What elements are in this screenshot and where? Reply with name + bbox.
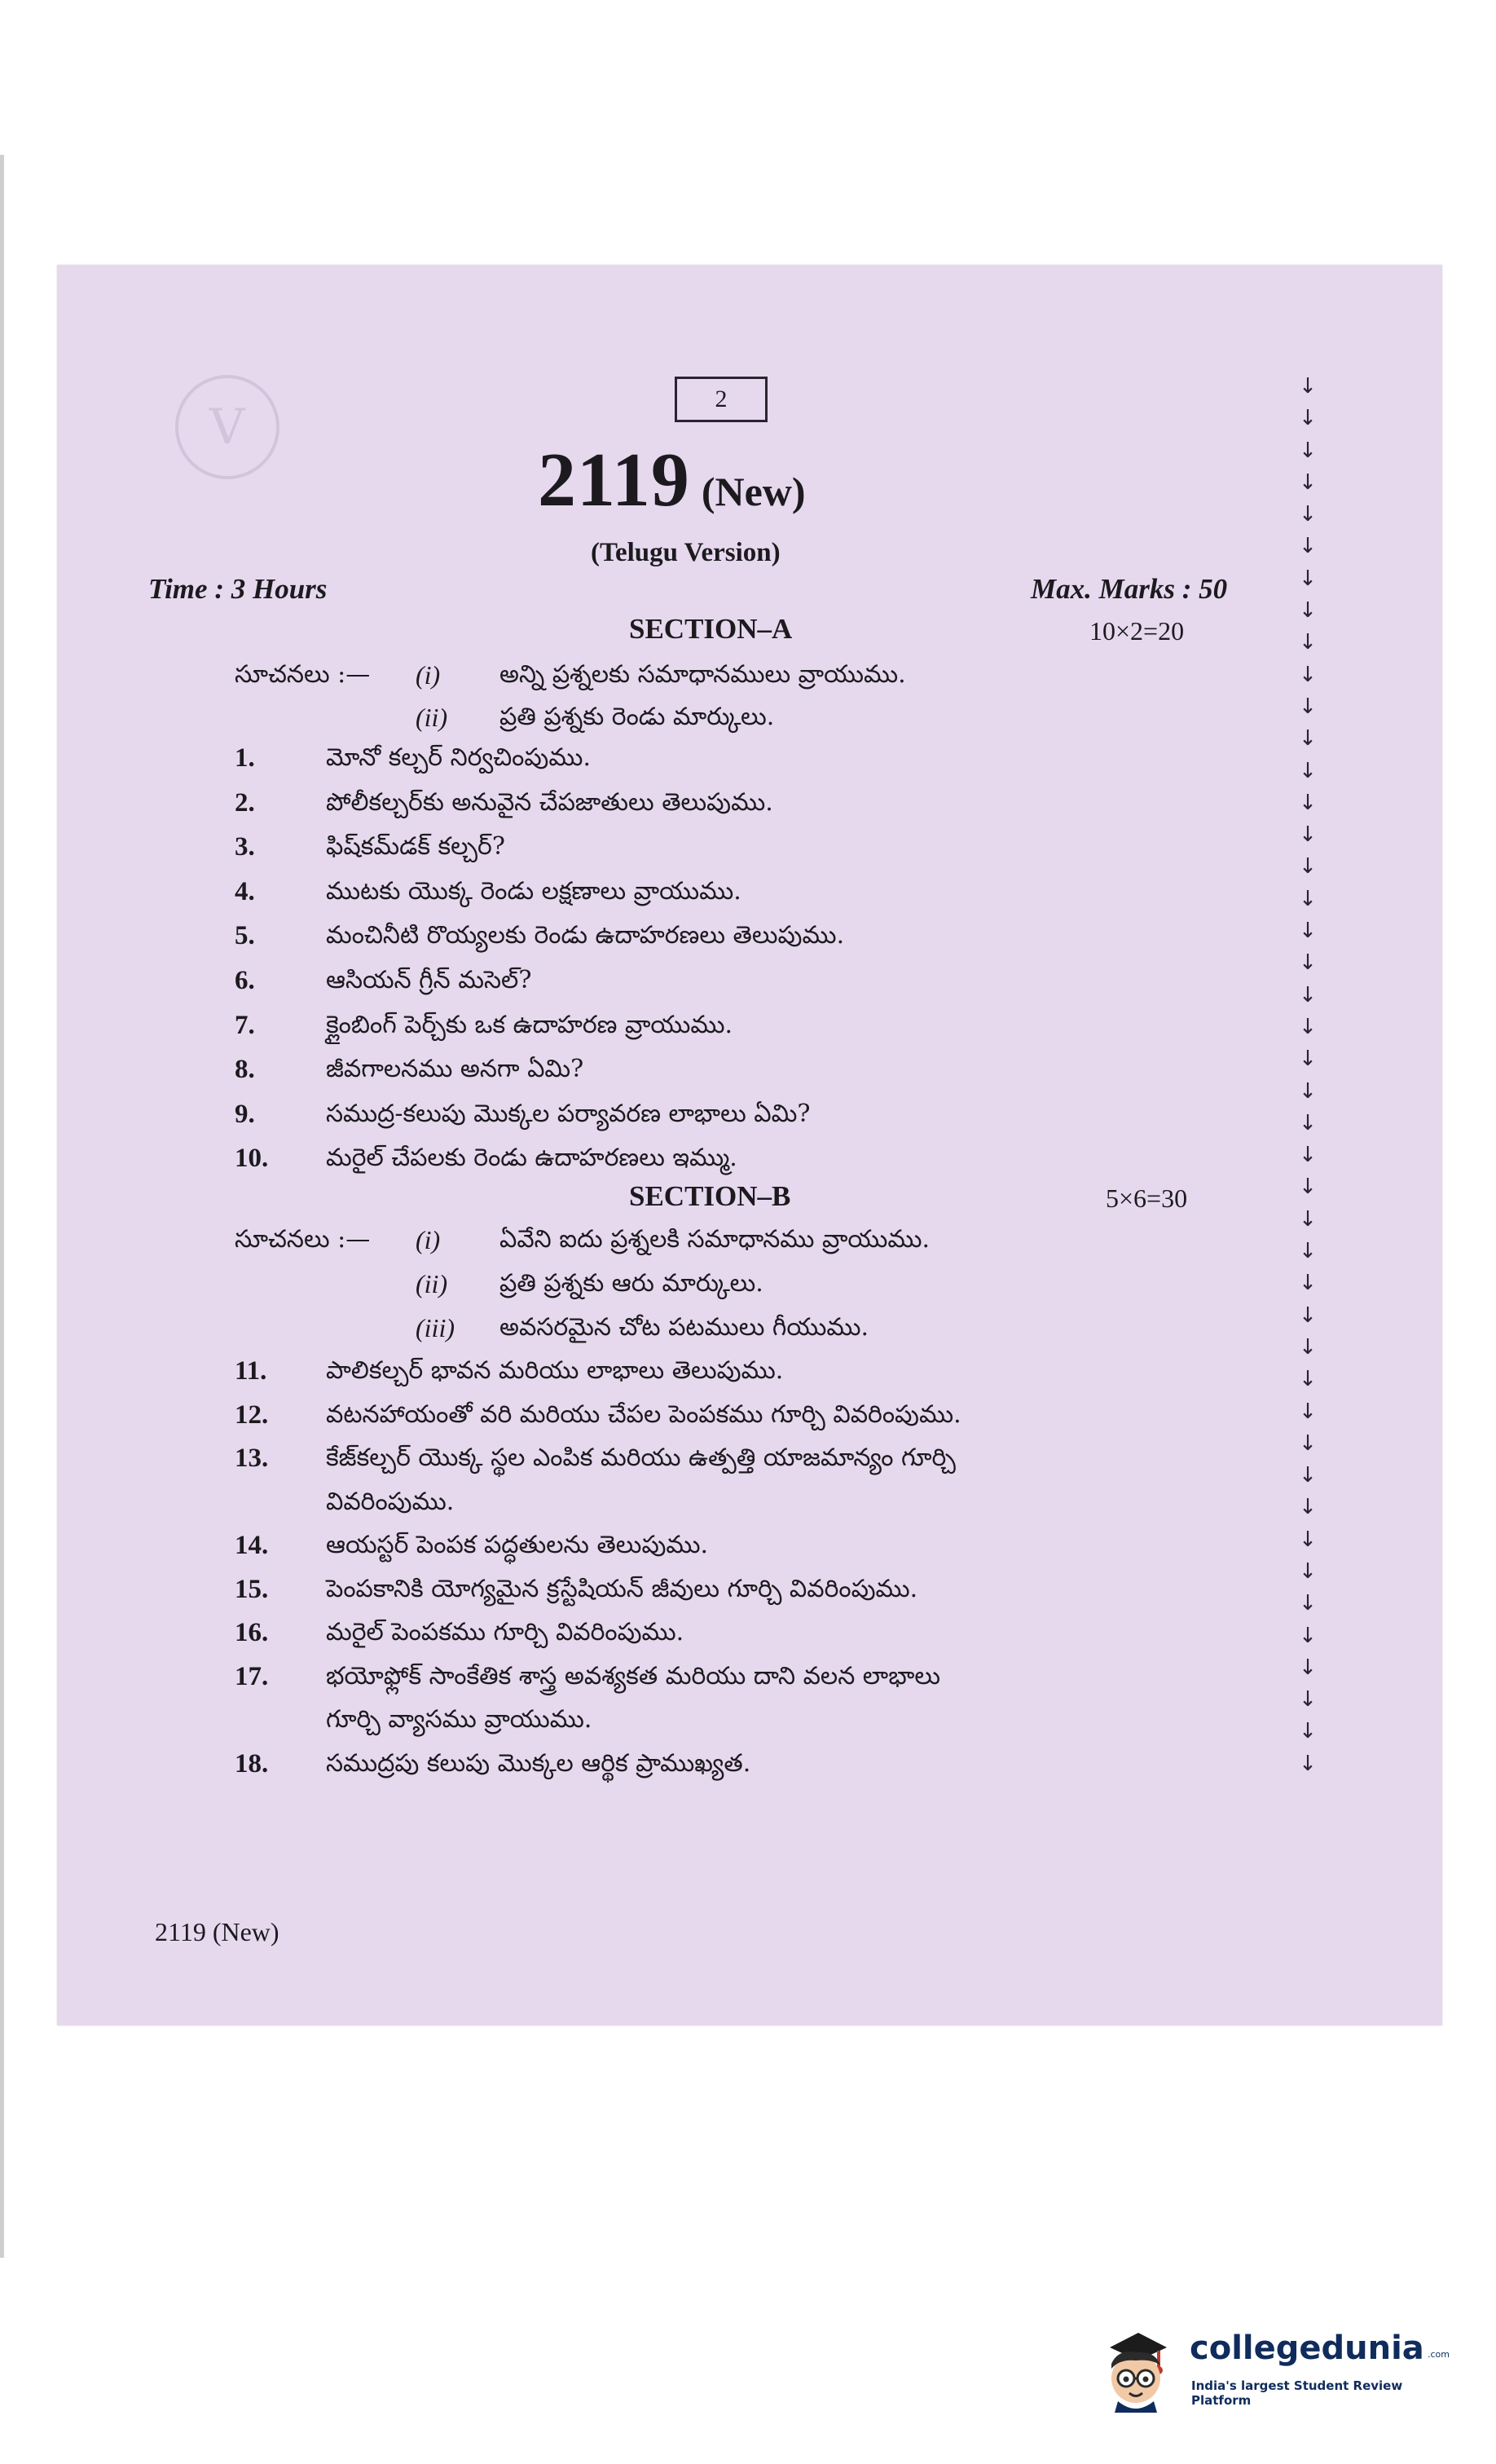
question-text-line: పెంపకానికి యోగ్యమైన క్రస్టేషియన్ జీవులు గూర్చి వివరింపుము. bbox=[326, 1574, 918, 1603]
down-arrow-icon: ↓ bbox=[1299, 406, 1317, 431]
question-text: సముద్ర-కలుపు మొక్కల పర్యావరణ లాభాలు ఏమి? bbox=[326, 1099, 811, 1128]
down-arrow-icon: ↓ bbox=[1299, 726, 1317, 752]
down-arrow-icon: ↓ bbox=[1299, 630, 1317, 655]
question-text: మంచినీటి రొయ్యలకు రెండు ఉదాహరణలు తెలుపుము. bbox=[326, 921, 845, 950]
down-arrow-icon: ↓ bbox=[1299, 598, 1317, 624]
down-arrow-icon: ↓ bbox=[1299, 1175, 1317, 1200]
question-number: 7. bbox=[235, 1010, 255, 1040]
instruction-text: అన్ని ప్రశ్నలకు సమాధానములు వ్రాయుము. bbox=[499, 660, 906, 689]
time-allowed: Time : 3 Hours bbox=[148, 573, 328, 605]
collegedunia-watermark[interactable] bbox=[1093, 2315, 1452, 2413]
scan-left-edge bbox=[0, 155, 4, 2258]
instruction-number: (iii) bbox=[416, 1313, 455, 1342]
question-text-line: ఆయస్టర్ పెంపక పద్ధతులను తెలుపుము. bbox=[326, 1531, 709, 1559]
question-text-line: భయోఫ్లోక్ సాంకేతిక శాస్త్ర అవశ్యకత మరియు దాని వలన లాభాలు bbox=[326, 1661, 941, 1690]
down-arrow-icon: ↓ bbox=[1299, 919, 1317, 944]
down-arrow-icon: ↓ bbox=[1299, 374, 1317, 399]
question-text: జీవగాలనము అనగా ఏమి? bbox=[326, 1055, 584, 1084]
instruction-number: (i) bbox=[416, 660, 441, 690]
down-arrow-icon: ↓ bbox=[1299, 1527, 1317, 1552]
question-text-line: గూర్చి వ్యాసము వ్రాయుము. bbox=[326, 1705, 592, 1734]
question-number: 18. bbox=[235, 1748, 269, 1779]
question-text-line: వివరింపుము. bbox=[326, 1487, 455, 1516]
down-arrow-icon: ↓ bbox=[1299, 1078, 1317, 1104]
instructions-label: సూచనలు :— bbox=[235, 1225, 371, 1254]
brand-name: collegedunia bbox=[1190, 2330, 1424, 2367]
down-arrow-icon: ↓ bbox=[1299, 1271, 1317, 1296]
down-arrow-icon: ↓ bbox=[1299, 469, 1317, 495]
question-number: 9. bbox=[235, 1099, 255, 1129]
show-through-seal bbox=[175, 375, 279, 479]
section-a-marks: 10×2=20 bbox=[1089, 616, 1185, 646]
down-arrow-icon: ↓ bbox=[1299, 1399, 1317, 1424]
page-number: 2 bbox=[715, 386, 728, 412]
down-arrow-icon: ↓ bbox=[1299, 790, 1317, 815]
question-text: ఆసియన్ గ్రీన్ మసెల్? bbox=[326, 966, 532, 994]
question-number: 8. bbox=[235, 1055, 255, 1085]
question-text: పోలీకల్చర్‌కు అనువైన చేపజాతులు తెలుపుము. bbox=[326, 787, 773, 817]
down-arrow-icon: ↓ bbox=[1299, 1143, 1317, 1168]
down-arrow-icon: ↓ bbox=[1299, 1623, 1317, 1648]
question-text-line: వటనహాయంతో వరి మరియు చేపల పెంపకము గూర్చి వివరింపుము. bbox=[326, 1399, 961, 1429]
section-b-marks: 5×6=30 bbox=[1106, 1184, 1188, 1213]
down-arrow-icon: ↓ bbox=[1299, 1334, 1317, 1360]
down-arrow-icon: ↓ bbox=[1299, 854, 1317, 879]
question-number: 4. bbox=[235, 876, 255, 906]
down-arrow-icon: ↓ bbox=[1299, 982, 1317, 1007]
instruction-text: ఏవేని ఐదు ప్రశ్నలకి సమాధానము వ్రాయుము. bbox=[499, 1225, 931, 1254]
down-arrow-icon: ↓ bbox=[1299, 1591, 1317, 1616]
paper-version: (Telugu Version) bbox=[591, 538, 781, 567]
max-marks: Max. Marks : 50 bbox=[1031, 573, 1228, 605]
question-text: ఫిష్‌కమ్‌డక్ కల్చర్? bbox=[326, 832, 505, 862]
question-number: 1. bbox=[235, 743, 255, 773]
down-arrow-icon: ↓ bbox=[1299, 1558, 1317, 1584]
question-text: ముటకు యొక్క రెండు లక్షణాలు వ్రాయుము. bbox=[326, 876, 741, 906]
down-arrow-icon: ↓ bbox=[1299, 1463, 1317, 1488]
paper-code bbox=[538, 436, 806, 524]
down-arrow-icon: ↓ bbox=[1299, 1206, 1317, 1232]
down-arrow-icon: ↓ bbox=[1299, 1239, 1317, 1264]
question-number: 6. bbox=[235, 966, 255, 995]
question-text: మోనో కల్చర్ నిర్వచింపుము. bbox=[326, 743, 591, 772]
paper-code-number: 2119 bbox=[538, 438, 690, 522]
margin-arrows bbox=[1296, 371, 1320, 1780]
down-arrow-icon: ↓ bbox=[1299, 1014, 1317, 1039]
down-arrow-icon: ↓ bbox=[1299, 1751, 1317, 1776]
down-arrow-icon: ↓ bbox=[1299, 502, 1317, 527]
section-b-title: SECTION–B bbox=[629, 1180, 791, 1212]
question-number: 3. bbox=[235, 832, 255, 862]
instruction-text: ప్రతి ప్రశ్నకు ఆరు మార్కులు. bbox=[499, 1269, 763, 1298]
question-number: 5. bbox=[235, 921, 255, 951]
instruction-text: అవసరమైన చోట పటములు గీయుము. bbox=[499, 1313, 869, 1342]
paper-code-suffix: (New) bbox=[701, 469, 806, 514]
question-number: 13. bbox=[235, 1444, 269, 1473]
down-arrow-icon: ↓ bbox=[1299, 1495, 1317, 1520]
down-arrow-icon: ↓ bbox=[1299, 566, 1317, 591]
brand-tagline: India's largest Student Review Platform bbox=[1191, 2378, 1403, 2408]
question-text: మరైల్ చేపలకు రెండు ఉదాహరణలు ఇమ్ము. bbox=[326, 1144, 737, 1173]
question-number: 11. bbox=[235, 1356, 267, 1386]
question-number: 10. bbox=[235, 1144, 269, 1174]
question-number: 16. bbox=[235, 1618, 269, 1647]
down-arrow-icon: ↓ bbox=[1299, 1655, 1317, 1680]
question-number: 17. bbox=[235, 1661, 269, 1691]
down-arrow-icon: ↓ bbox=[1299, 662, 1317, 687]
down-arrow-icon: ↓ bbox=[1299, 822, 1317, 848]
down-arrow-icon: ↓ bbox=[1299, 886, 1317, 911]
down-arrow-icon: ↓ bbox=[1299, 1047, 1317, 1072]
instructions-label: సూచనలు :— bbox=[235, 660, 371, 689]
question-number: 12. bbox=[235, 1399, 269, 1430]
brand-tld: .com bbox=[1428, 2349, 1450, 2360]
footer-paper-code: 2119 (New) bbox=[155, 1917, 279, 1946]
instruction-number: (ii) bbox=[416, 703, 448, 732]
page-number-box bbox=[675, 377, 768, 422]
instruction-number: (ii) bbox=[416, 1269, 448, 1298]
question-text: క్లైంబింగ్ పెర్చ్‌కు ఒక ఉదాహరణ వ్రాయుము. bbox=[326, 1010, 733, 1039]
question-text-line: మరైల్ పెంపకము గూర్చి వివరింపుము. bbox=[326, 1618, 684, 1646]
down-arrow-icon: ↓ bbox=[1299, 758, 1317, 783]
down-arrow-icon: ↓ bbox=[1299, 1719, 1317, 1744]
down-arrow-icon: ↓ bbox=[1299, 1687, 1317, 1712]
section-a-title: SECTION–A bbox=[629, 613, 793, 645]
down-arrow-icon: ↓ bbox=[1299, 534, 1317, 559]
mascot-logo-icon bbox=[1093, 2315, 1183, 2413]
question-number: 15. bbox=[235, 1574, 269, 1604]
question-number: 14. bbox=[235, 1531, 269, 1560]
down-arrow-icon: ↓ bbox=[1299, 1430, 1317, 1456]
question-text-line: సముద్రపు కలుపు మొక్కల ఆర్థిక ప్రాముఖ్యత. bbox=[326, 1748, 751, 1778]
down-arrow-icon: ↓ bbox=[1299, 438, 1317, 463]
down-arrow-icon: ↓ bbox=[1299, 1367, 1317, 1392]
question-text-line: కేజ్‌కల్చర్ యొక్క స్థల ఎంపిక మరియు ఉత్పత్తి యాజమాన్యం గూర్చి bbox=[326, 1444, 956, 1472]
down-arrow-icon: ↓ bbox=[1299, 1110, 1317, 1135]
down-arrow-icon: ↓ bbox=[1299, 950, 1317, 976]
instruction-number: (i) bbox=[416, 1225, 441, 1254]
down-arrow-icon: ↓ bbox=[1299, 1303, 1317, 1328]
question-number: 2. bbox=[235, 787, 255, 818]
down-arrow-icon: ↓ bbox=[1299, 694, 1317, 719]
instruction-text: ప్రతి ప్రశ్నకు రెండు మార్కులు. bbox=[499, 703, 775, 731]
question-text-line: పాలికల్చర్ భావన మరియు లాభాలు తెలుపుము. bbox=[326, 1356, 784, 1385]
